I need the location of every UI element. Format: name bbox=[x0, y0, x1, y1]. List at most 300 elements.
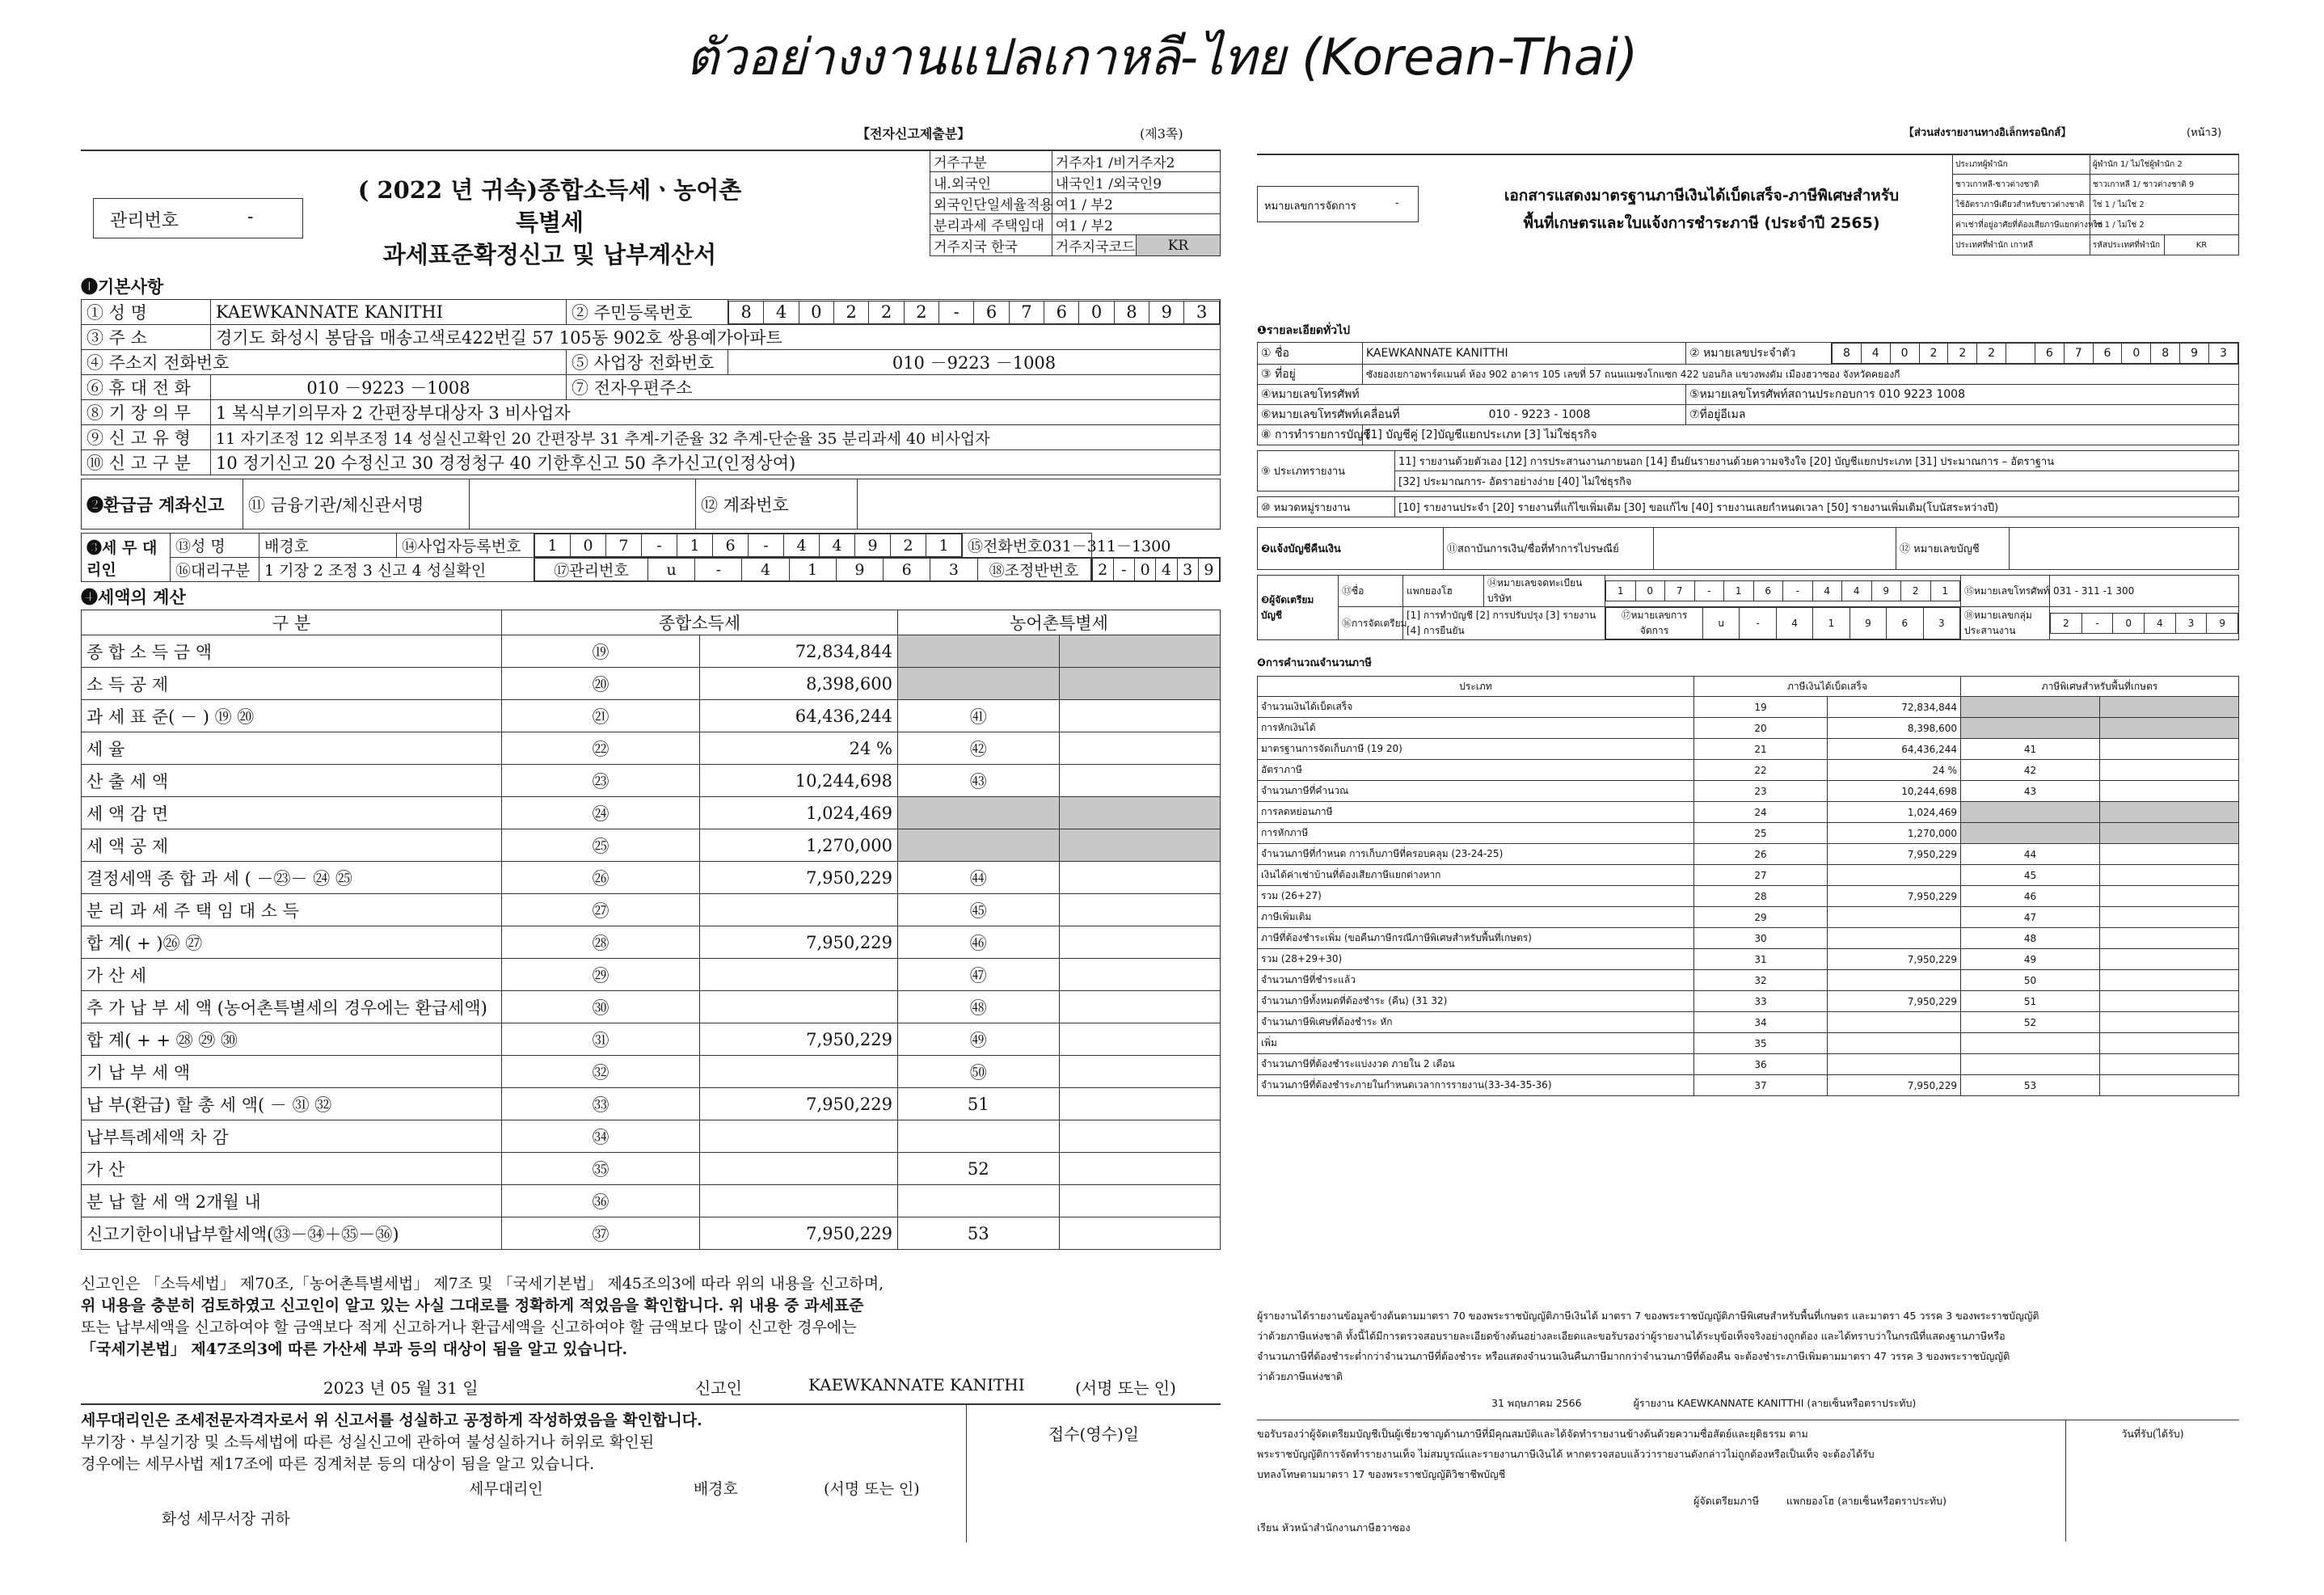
th-agent-biz-digit: 6 bbox=[1753, 581, 1783, 601]
kr-biz-phone: 010 －9223 －1008 bbox=[728, 350, 1221, 375]
kr-form-title-1: ( 2022 년 귀속)종합소득세ㆍ농어촌특별세 bbox=[357, 176, 742, 236]
th-status-label: ประเภทผู้พำนัก bbox=[1953, 154, 2090, 175]
calc-row-income-value bbox=[700, 1056, 898, 1088]
calc-row-income-value bbox=[1828, 1012, 1961, 1033]
kr-agent-biz-digit: 4 bbox=[784, 534, 820, 557]
calc-row-income-value: 72,834,844 bbox=[1828, 697, 1961, 718]
calc-row-rural-value bbox=[2100, 718, 2239, 739]
th-agent-mgmt-digit: 3 bbox=[1923, 608, 1959, 639]
calc-row bbox=[82, 700, 1221, 732]
calc-row-rural-value bbox=[1059, 1120, 1221, 1153]
th-name-value: KAEWKANNATE KANITTHI bbox=[1363, 343, 1686, 365]
th-agent-sign-name: แพกยองโฮ bbox=[1786, 1495, 1835, 1507]
kr-footer bbox=[81, 1273, 1221, 1541]
kr-agent-biz-digit: 7 bbox=[606, 534, 642, 557]
calc-row-rural-number: ㊶ bbox=[898, 700, 1060, 732]
calc-row-rural-value bbox=[2100, 802, 2239, 823]
th-rrn-digit: 6 bbox=[2093, 344, 2122, 364]
kr-rrn-digit: 0 bbox=[799, 301, 833, 323]
calc-row bbox=[82, 668, 1221, 700]
kr-agent-mgmt-digit: 6 bbox=[884, 559, 930, 581]
calc-row bbox=[82, 1023, 1221, 1056]
kr-rrn-digit: 6 bbox=[974, 301, 1009, 323]
calc-row-label: จำนวนเงินได้เบ็ดเสร็จ bbox=[1258, 697, 1694, 718]
calc-row-income-value: 1,024,469 bbox=[700, 797, 898, 829]
calc-row-number: ㉞ bbox=[502, 1120, 700, 1153]
calc-row-rural-value bbox=[1059, 1185, 1221, 1217]
th-status-label: ชาวเกาหลี-ชาวต่างชาติ bbox=[1953, 175, 2090, 195]
calc-row-rural-number: 42 bbox=[1961, 760, 2100, 781]
calc-row-label: การลดหย่อนภาษี bbox=[1258, 802, 1694, 823]
kr-calc-table bbox=[81, 610, 1221, 1250]
calc-row-number: 27 bbox=[1694, 865, 1828, 886]
th-rrn-digit: 8 bbox=[2151, 344, 2180, 364]
th-agent-sign-label: ผู้จัดเตรียมภาษี bbox=[1693, 1495, 1759, 1507]
calc-row-rural-value bbox=[1059, 1088, 1221, 1120]
calc-row-rural-value bbox=[2100, 970, 2239, 991]
calc-row-number: 22 bbox=[1694, 760, 1828, 781]
th-section-agent: ❸ผู้จัดเตรียมบัญชี bbox=[1258, 576, 1339, 640]
kr-page-number: (제3쪽) bbox=[1140, 126, 1183, 141]
kr-agent-mgmt-digit: u bbox=[648, 559, 695, 581]
calc-row-number: ㉘ bbox=[502, 926, 700, 959]
th-agent-biz-digit: 0 bbox=[1635, 581, 1665, 601]
th-agent-biz-digit: - bbox=[1783, 581, 1813, 601]
calc-row-rural-value bbox=[2100, 697, 2239, 718]
calc-row-label: การหักเงินได้ bbox=[1258, 718, 1694, 739]
calc-row-label: 납 부(환급) 할 총 세 액( － ㉛ ㉜ bbox=[82, 1088, 502, 1120]
th-agent-name: แพกยองโฮ bbox=[1403, 576, 1484, 607]
calc-row-rural-value bbox=[2100, 1054, 2239, 1075]
kr-agent-biz-digit: 2 bbox=[891, 534, 926, 557]
th-type-value-1: 11] รายงานด้วยตัวเอง [12] การประสานงานภายนอก [14] ยืนยันรายงานด้วยความจริงใจ [20] บัญชีแยกประเภท [31] ประมาณการ – อัตราฐาน bbox=[1395, 451, 2239, 471]
th-rrn-digit: 2 bbox=[1948, 344, 1977, 364]
calc-row-rural-number: 51 bbox=[898, 1088, 1060, 1120]
kr-rrn-digit: 8 bbox=[1114, 301, 1149, 323]
kr-status-value: 내국인1 /외국인9 bbox=[1052, 172, 1220, 193]
kr-status-value: 여1 / 부2 bbox=[1052, 193, 1220, 214]
th-decl-line: จำนวนภาษีที่ต้องชำระต่ำกว่าจำนวนภาษีที่ต้องชำระ หรือแสดงจำนวนเงินคืนภาษีมากกว่าจำนวนภาษีที่ต้องคืน จะต้องชำระภาษีเพิ่มตามมาตรา 47 วรรค 3 ของพระราชบัญญัติ bbox=[1257, 1350, 2010, 1362]
calc-row bbox=[1258, 907, 2239, 928]
calc-row-rural-value bbox=[1059, 894, 1221, 926]
calc-row-number: ㉓ bbox=[502, 765, 700, 797]
calc-row bbox=[82, 926, 1221, 959]
calc-row-label: 세 액 감 면 bbox=[82, 797, 502, 829]
kr-status-table bbox=[930, 150, 1221, 256]
calc-row-rural-number bbox=[898, 797, 1060, 829]
calc-row-rural-number bbox=[898, 635, 1060, 668]
th-rrn-digit: 6 bbox=[2035, 344, 2064, 364]
kr-agent-decl-line: 경우에는 세무사법 제17조에 따른 징계처분 등의 대상이 됨을 알고 있습니다. bbox=[81, 1455, 595, 1473]
kr-submission-tag: 【전자신고제출분】 bbox=[857, 126, 971, 141]
calc-row-number: 32 bbox=[1694, 970, 1828, 991]
kr-agent-biz-digit: 1 bbox=[535, 534, 571, 557]
th-section-basic: ❶รายละเอียดทั่วไป bbox=[1257, 324, 1351, 337]
calc-row-rural-number: ㊿ bbox=[898, 1056, 1060, 1088]
calc-row bbox=[82, 635, 1221, 668]
calc-row-label: ภาษีที่ต้องชำระเพิ่ม (ขอคืนภาษีกรณีภาษีพิเศษสำหรับพื้นที่เกษตร) bbox=[1258, 928, 1694, 949]
calc-row-number: 36 bbox=[1694, 1054, 1828, 1075]
calc-row-number: ㊱ bbox=[502, 1185, 700, 1217]
th-agent-biz-digit: 7 bbox=[1665, 581, 1695, 601]
calc-row-rural-number: ㊾ bbox=[898, 1023, 1060, 1056]
th-calc-table bbox=[1257, 676, 2239, 1096]
th-submission-tag: 【ส่วนส่งรายงานทางอิเล็กทรอนิกส์】 bbox=[1904, 127, 2072, 139]
calc-row bbox=[1258, 928, 2239, 949]
th-agent-adj-digit: - bbox=[2081, 614, 2113, 634]
kr-agent-sign-name: 배경호 bbox=[693, 1480, 738, 1498]
calc-row-number: ㊲ bbox=[502, 1217, 700, 1250]
calc-row-rural-number: 50 bbox=[1961, 970, 2100, 991]
kr-rrn-digit: 8 bbox=[729, 301, 764, 323]
kr-mobile: 010 －9223 －1008 bbox=[211, 375, 567, 400]
th-agent-decl-line: ขอรับรองว่าผู้จัดเตรียมบัญชีเป็นผู้เชี่ยวชาญด้านภาษีที่มีคุณสมบัติและได้จัดทำรายงานข้างต้นด้วยความซื่อสัตย์และยุติธรรม ตาม bbox=[1257, 1428, 1808, 1440]
th-col-income: ภาษีเงินได้เบ็ดเสร็จ bbox=[1694, 677, 1961, 697]
calc-row-rural-value bbox=[1059, 797, 1221, 829]
calc-row-income-value: 7,950,229 bbox=[1828, 1075, 1961, 1096]
th-bank-label: ⑪สถาบันการเงิน/ชื่อที่ทำการไปรษณีย์ bbox=[1444, 528, 1654, 570]
kr-rrn-digit: 7 bbox=[1009, 301, 1044, 323]
th-footer bbox=[1257, 1306, 2239, 1541]
calc-row-rural-number bbox=[1961, 802, 2100, 823]
th-rrn-label: ② หมายเลขประจำตัว bbox=[1686, 343, 1832, 365]
kr-agent-biz-digit: 1 bbox=[926, 534, 962, 557]
kr-sign-note: (서명 또는 인) bbox=[1075, 1378, 1176, 1398]
th-agent-biz-digit: 9 bbox=[1871, 581, 1901, 601]
th-account-label: ⑫ หมายเลขบัญชี bbox=[1896, 528, 2010, 570]
th-col-item: ประเภท bbox=[1258, 677, 1694, 697]
calc-row-number: 34 bbox=[1694, 1012, 1828, 1033]
calc-row-income-value bbox=[700, 1153, 898, 1185]
kr-agent-mgmt-label: ⑰관리번호 bbox=[535, 559, 648, 581]
calc-row bbox=[82, 1120, 1221, 1153]
kr-account-value bbox=[858, 479, 1221, 530]
calc-row bbox=[1258, 1033, 2239, 1054]
calc-row-number: ㉗ bbox=[502, 894, 700, 926]
calc-row-rural-number: ㊻ bbox=[898, 926, 1060, 959]
korean-tax-form bbox=[81, 121, 1221, 1568]
kr-residence-label: 거주지국 한국 bbox=[930, 235, 1052, 256]
th-date: 31 พฤษภาคม 2566 bbox=[1491, 1397, 1582, 1409]
page-title: ตัวอย่างงานแปลเกาหลี-ไทย (Korean-Thai) bbox=[685, 27, 1639, 87]
kr-rrn-digit: 0 bbox=[1079, 301, 1114, 323]
calc-row-label: 가 산 bbox=[82, 1153, 502, 1185]
calc-row-rural-number: ㊺ bbox=[898, 894, 1060, 926]
kr-agent-adj-digit: 2 bbox=[1092, 559, 1113, 581]
kr-rrn-digit: 9 bbox=[1149, 301, 1184, 323]
th-agent-biz-digit: 2 bbox=[1901, 581, 1931, 601]
kr-date: 2023 년 05 월 31 일 bbox=[323, 1378, 479, 1398]
th-agent-mgmt-digit: 1 bbox=[1813, 608, 1849, 639]
kr-rrn-digit: 4 bbox=[764, 301, 799, 323]
calc-row-rural-number: 51 bbox=[1961, 991, 2100, 1012]
calc-row-rural-number: ㊸ bbox=[898, 765, 1060, 797]
th-biz-phone: ⑤หมายเลขโทรศัพท์สถานประกอบการ 010 9223 1008 bbox=[1686, 385, 2239, 405]
kr-decl-line: 또는 납부세액을 신고하여야 할 금액보다 적게 신고하거나 환급세액을 신고하여야 할 금액보다 많이 신고한 경우에는 bbox=[81, 1319, 857, 1336]
kr-biz-phone-label: ⑤ 사업장 전화번호 bbox=[567, 350, 728, 375]
kr-residence-code: KR bbox=[1136, 235, 1220, 256]
calc-row-rural-number bbox=[1961, 697, 2100, 718]
kr-residence-code-label: 거주지국코드 bbox=[1052, 235, 1136, 256]
kr-status-label: 분리과세 주택임대 bbox=[930, 214, 1052, 235]
calc-row bbox=[82, 1217, 1221, 1250]
calc-row-label: 세 율 bbox=[82, 732, 502, 765]
kr-name-label: ① 성 명 bbox=[82, 300, 211, 325]
calc-row bbox=[82, 862, 1221, 894]
th-account-value bbox=[2010, 528, 2239, 570]
calc-row-rural-number: 53 bbox=[1961, 1075, 2100, 1096]
th-bk-label: ⑧ การทำรายการบัญชี bbox=[1258, 425, 1363, 445]
th-status-table bbox=[1952, 154, 2239, 255]
calc-row bbox=[82, 894, 1221, 926]
kr-agent-declaration bbox=[81, 1410, 962, 1530]
th-agent-adj-digit: 0 bbox=[2113, 614, 2145, 634]
kr-section-refund: ❷환급금 계좌신고 bbox=[82, 479, 243, 530]
calc-row-rural-value bbox=[1059, 1023, 1221, 1056]
kr-form-title-2: 과세표준확정신고 및 납부계산서 bbox=[382, 241, 717, 268]
th-agent-kind-label: ⑯การจัดเตรียม bbox=[1339, 607, 1403, 640]
kr-type-label: ⑨ 신 고 유 형 bbox=[82, 425, 211, 450]
kr-agent-decl-line: 세무대리인은 조세전문자격자로서 위 신고서를 성실하고 공정하게 작성하였음을 확인합니다. bbox=[81, 1411, 702, 1429]
th-agent-decl-line: พระราชบัญญัติการจัดทำรายงานเท็จ ไม่สมบูรณ์และรายงานภาษีเงินได้ หากตรวจสอบแล้วว่ารายงานดังกล่าวไม่ถูกต้องหรือเป็นเท็จ จะต้องได้รับ bbox=[1257, 1448, 1875, 1460]
calc-row-number: ㉛ bbox=[502, 1023, 700, 1056]
th-mgmt-label: หมายเลขการจัดการ bbox=[1264, 200, 1356, 213]
kr-agent-biz-digit: 6 bbox=[713, 534, 749, 557]
calc-row-income-value: 64,436,244 bbox=[1828, 739, 1961, 760]
th-bank-value bbox=[1654, 528, 1896, 570]
calc-row-label: อัตราภาษี bbox=[1258, 760, 1694, 781]
kr-agent-mgmt-digit: 3 bbox=[930, 559, 977, 581]
calc-row-number: 28 bbox=[1694, 886, 1828, 907]
calc-row-label: จำนวนภาษีที่ชำระแล้ว bbox=[1258, 970, 1694, 991]
th-form-title-2: พื้นที่เกษตรและใบแจ้งการชำระภาษี (ประจำปี 2565) bbox=[1523, 214, 1880, 232]
calc-row bbox=[1258, 697, 2239, 718]
calc-row-income-value bbox=[1828, 865, 1961, 886]
kr-bk-label: ⑧ 기 장 의 무 bbox=[82, 400, 211, 425]
calc-row-income-value bbox=[1828, 1054, 1961, 1075]
kr-decl-line: 신고인은 「소득세법」 제70조,「농어촌특별세법」 제7조 및 「국세기본법」 제45조의3에 따라 위의 내용을 신고하며, bbox=[81, 1275, 884, 1293]
calc-row-label: 추 가 납 부 세 액 (농어촌특별세의 경우에는 환급세액) bbox=[82, 991, 502, 1023]
calc-row-label: 신고기한이내납부할세액(㉝－㉞＋㉟－㊱) bbox=[82, 1217, 502, 1250]
kr-body bbox=[81, 275, 1221, 1250]
calc-row-label: 과 세 표 준( － ) ⑲ ⑳ bbox=[82, 700, 502, 732]
calc-row-rural-number: ㊼ bbox=[898, 959, 1060, 991]
calc-row-label: มาตรฐานการจัดเก็บภาษี (19 20) bbox=[1258, 739, 1694, 760]
calc-row-number: 30 bbox=[1694, 928, 1828, 949]
kr-rrn-label: ② 주민등록번호 bbox=[567, 300, 728, 325]
calc-row-rural-value bbox=[2100, 1075, 2239, 1096]
calc-row-number: ㉜ bbox=[502, 1056, 700, 1088]
th-rrn-digit: 7 bbox=[2064, 344, 2093, 364]
calc-row bbox=[1258, 1054, 2239, 1075]
th-bk-value: [1] บัญชีคู่ [2]บัญชีแยกประเภท [3] ไม่ใช่ธุรกิจ bbox=[1363, 425, 2239, 445]
calc-row-number: ㉝ bbox=[502, 1088, 700, 1120]
calc-row-rural-value bbox=[2100, 949, 2239, 970]
calc-row-rural-number: 52 bbox=[1961, 1012, 2100, 1033]
calc-row-rural-value bbox=[2100, 886, 2239, 907]
kr-rrn-digit: - bbox=[939, 301, 974, 323]
calc-row-number: ⑳ bbox=[502, 668, 700, 700]
kr-kind-label: ⑩ 신 고 구 분 bbox=[82, 450, 211, 475]
th-mgmt-box bbox=[1257, 186, 1419, 222]
kr-col-item: 구 분 bbox=[82, 610, 502, 635]
th-agent-biz-digit: 1 bbox=[1724, 581, 1754, 601]
kr-rrn-digit: 3 bbox=[1184, 301, 1220, 323]
calc-row bbox=[1258, 844, 2239, 865]
th-rrn-digit: 4 bbox=[1861, 344, 1890, 364]
th-agent-biz-digit: 4 bbox=[1812, 581, 1842, 601]
th-agent-mgmt-digit: 9 bbox=[1849, 608, 1886, 639]
calc-row-income-value: 1,024,469 bbox=[1828, 802, 1961, 823]
kr-bank-label: ⑪ 금융기관/체신관서명 bbox=[243, 479, 470, 530]
calc-row-rural-number bbox=[898, 829, 1060, 862]
calc-row-rural-number: 48 bbox=[1961, 928, 2100, 949]
calc-row-number: ⑲ bbox=[502, 635, 700, 668]
calc-row-number: ㉑ bbox=[502, 700, 700, 732]
calc-row-rural-value bbox=[2100, 823, 2239, 844]
calc-row-label: 산 출 세 액 bbox=[82, 765, 502, 797]
calc-row-rural-number: 49 bbox=[1961, 949, 2100, 970]
th-addr-value: ซังยองเยกาอพาร์ตเมนต์ ห้อง 902 อาคาร 105 เลขที่ 57 ถนนแมซงโกแซก 422 บอนกิล แขวงพงดัม เมืองฮวาซอง จังหวัดคยองกี bbox=[1363, 365, 2239, 385]
calc-row bbox=[82, 829, 1221, 862]
th-body bbox=[1257, 319, 2239, 1096]
th-col-rural: ภาษีพิเศษสำหรับพื้นที่เกษตร bbox=[1961, 677, 2239, 697]
th-rrn-digit: 9 bbox=[2180, 344, 2209, 364]
kr-filer-label: 신고인 bbox=[695, 1378, 742, 1398]
calc-row bbox=[82, 1056, 1221, 1088]
kr-rrn-digit: 2 bbox=[834, 301, 869, 323]
th-filer-label: ผู้รายงาน bbox=[1633, 1397, 1674, 1409]
calc-row-rural-number: 53 bbox=[898, 1217, 1060, 1250]
th-rrn-digit bbox=[2006, 344, 2035, 364]
kr-agent-kind: 1 기장 2 조정 3 신고 4 성실확인 bbox=[259, 558, 534, 582]
calc-row-rural-value bbox=[1059, 959, 1221, 991]
th-kind-label: ⑩ หมวดหมู่รายงาน bbox=[1258, 497, 1395, 517]
th-status-value: ชาวเกาหลี 1/ ชาวต่างชาติ 9 bbox=[2090, 175, 2238, 195]
calc-row bbox=[1258, 949, 2239, 970]
kr-agent-name: 배경호 bbox=[259, 534, 397, 558]
th-agent-mgmt-digit: 4 bbox=[1776, 608, 1812, 639]
calc-row-label: 종 합 소 득 금 액 bbox=[82, 635, 502, 668]
calc-row-label: 기 납 부 세 액 bbox=[82, 1056, 502, 1088]
calc-row-income-value bbox=[700, 1185, 898, 1217]
calc-row-rural-number: 47 bbox=[1961, 907, 2100, 928]
calc-row-label: การหักภาษี bbox=[1258, 823, 1694, 844]
calc-row-number: ㉖ bbox=[502, 862, 700, 894]
calc-row-label: เงินได้ค่าเช่าบ้านที่ต้องเสียภาษีแยกต่างหาก bbox=[1258, 865, 1694, 886]
kr-agent-mgmt-digit: 9 bbox=[836, 559, 883, 581]
calc-row-rural-value bbox=[1059, 635, 1221, 668]
kr-agent-kind-label: ⑯대리구분 bbox=[171, 558, 259, 582]
th-section-refund: ❷แจ้งบัญชีคืนเงิน bbox=[1258, 528, 1444, 570]
calc-row-number: 24 bbox=[1694, 802, 1828, 823]
kr-status-label: 외국인단일세율적용 bbox=[930, 193, 1052, 214]
calc-row-number: ㉙ bbox=[502, 959, 700, 991]
calc-row-label: 세 액 공 제 bbox=[82, 829, 502, 862]
kr-agent-biz-digit: 4 bbox=[820, 534, 855, 557]
calc-row-label: 분 리 과 세 주 택 임 대 소 득 bbox=[82, 894, 502, 926]
th-mobile: ⑥หมายเลขโทรศัพท์เคลื่อนที่ 010 - 9223 - 1008 bbox=[1258, 405, 1686, 425]
calc-row-income-value bbox=[1828, 928, 1961, 949]
calc-row-rural-number: 52 bbox=[898, 1153, 1060, 1185]
calc-row bbox=[1258, 718, 2239, 739]
th-agent-decl-line: บทลงโทษตามมาตรา 17 ของพระราชบัญญัติวิชาชีพบัญชี bbox=[1257, 1468, 1506, 1480]
kr-form-title bbox=[348, 174, 752, 271]
calc-row-number: 26 bbox=[1694, 844, 1828, 865]
calc-row-income-value: 24 % bbox=[700, 732, 898, 765]
th-status-value: ใช่ 1 / ไม่ใช่ 2 bbox=[2090, 215, 2238, 235]
calc-row-label: จำนวนภาษีทั้งหมดที่ต้องชำระ (คืน) (31 32) bbox=[1258, 991, 1694, 1012]
calc-row bbox=[1258, 802, 2239, 823]
kr-col-income: 종합소득세 bbox=[502, 610, 898, 635]
th-decl-line: ว่าด้วยภาษีแห่งชาติ bbox=[1257, 1370, 1343, 1382]
calc-row-rural-number bbox=[1961, 718, 2100, 739]
calc-row-rural-value bbox=[2100, 781, 2239, 802]
kr-agent-phone: ⑮전화번호031－311－1300 bbox=[963, 534, 1092, 558]
th-email-label: ⑦ที่อยู่อีเมล bbox=[1686, 405, 2239, 425]
kr-decl-line: 「국세기본법」 제47조의3에 따른 가산세 부과 등의 대상이 됨을 알고 있습니다. bbox=[81, 1340, 628, 1358]
kr-status-label: 내.외국인 bbox=[930, 172, 1052, 193]
th-type-value-2: [32] ประมาณการ- อัตราอย่างง่าย [40] ไม่ใช่ธุรกิจ bbox=[1395, 471, 2239, 492]
kr-agent-adj-digit: 3 bbox=[1177, 559, 1198, 581]
th-status-value: ใช่ 1 / ไม่ใช่ 2 bbox=[2090, 195, 2238, 215]
calc-row bbox=[1258, 760, 2239, 781]
calc-row-rural-number bbox=[898, 1185, 1060, 1217]
calc-row-income-value: 7,950,229 bbox=[700, 926, 898, 959]
calc-row-rural-value bbox=[2100, 991, 2239, 1012]
calc-row-label: 납부특례세액 차 감 bbox=[82, 1120, 502, 1153]
kr-agent-adj-digit: 9 bbox=[1198, 559, 1219, 581]
th-receipt: วันที่รับ(ได้รับ) bbox=[2121, 1428, 2184, 1440]
calc-row-rural-number: 41 bbox=[1961, 739, 2100, 760]
calc-row-rural-number: ㊽ bbox=[898, 991, 1060, 1023]
th-decl-line: ว่าด้วยภาษีแห่งชาติ ทั้งนี้ได้มีการตรวจสอบรายละเอียดข้างต้นอย่างละเอียดและขอรับรองว่าผู้รายงานได้ระบุข้อเท็จจริงอย่างถูกต้อง และได้ทราบว่าในกรณีที่แสดงฐานภาษีหรือ bbox=[1257, 1330, 2006, 1342]
calc-row-rural-number bbox=[898, 668, 1060, 700]
kr-rrn-digit: 6 bbox=[1044, 301, 1079, 323]
th-rrn-digit: 3 bbox=[2208, 344, 2238, 364]
th-page-number: (หน้า3) bbox=[2187, 127, 2222, 139]
calc-row-income-value: 7,950,229 bbox=[700, 1217, 898, 1250]
kr-col-rural: 농어촌특별세 bbox=[898, 610, 1221, 635]
calc-row-number: 29 bbox=[1694, 907, 1828, 928]
calc-row-label: 소 득 공 제 bbox=[82, 668, 502, 700]
kr-agent-name-label: ⑬성 명 bbox=[171, 534, 259, 558]
calc-row-income-value: 7,950,229 bbox=[700, 1088, 898, 1120]
calc-row-rural-number bbox=[1961, 1033, 2100, 1054]
th-residence-code: KR bbox=[2164, 235, 2238, 255]
kr-bank-value bbox=[470, 479, 696, 530]
kr-mgmt-value: - bbox=[247, 207, 254, 227]
kr-agent-adj-digit: 0 bbox=[1135, 559, 1156, 581]
calc-row-income-value bbox=[700, 959, 898, 991]
th-office: เรียน หัวหน้าสำนักงานภาษีฮวาซอง bbox=[1257, 1521, 1411, 1534]
th-agent-phone: 031 - 311 -1 300 bbox=[2050, 576, 2239, 607]
th-name-label: ① ชื่อ bbox=[1258, 343, 1363, 365]
th-section-calc: ❹การคำนวณจำนวนภาษี bbox=[1257, 657, 1372, 669]
kr-agent-biz-digit: 0 bbox=[571, 534, 606, 557]
calc-row-number: 25 bbox=[1694, 823, 1828, 844]
calc-row-label: ภาษีเพิ่มเติม bbox=[1258, 907, 1694, 928]
calc-row-rural-value bbox=[1059, 862, 1221, 894]
calc-row-number: 23 bbox=[1694, 781, 1828, 802]
calc-row-rural-number: ㊹ bbox=[898, 862, 1060, 894]
calc-row bbox=[82, 959, 1221, 991]
calc-row-income-value bbox=[1828, 970, 1961, 991]
kr-agent-mgmt-digit: 1 bbox=[789, 559, 836, 581]
kr-agent-adj-label: ⑱조정반번호 bbox=[977, 559, 1090, 581]
th-agent-sign-note: (ลายเซ็นหรือตราประทับ) bbox=[1837, 1495, 1947, 1507]
thai-tax-form bbox=[1257, 121, 2239, 1568]
